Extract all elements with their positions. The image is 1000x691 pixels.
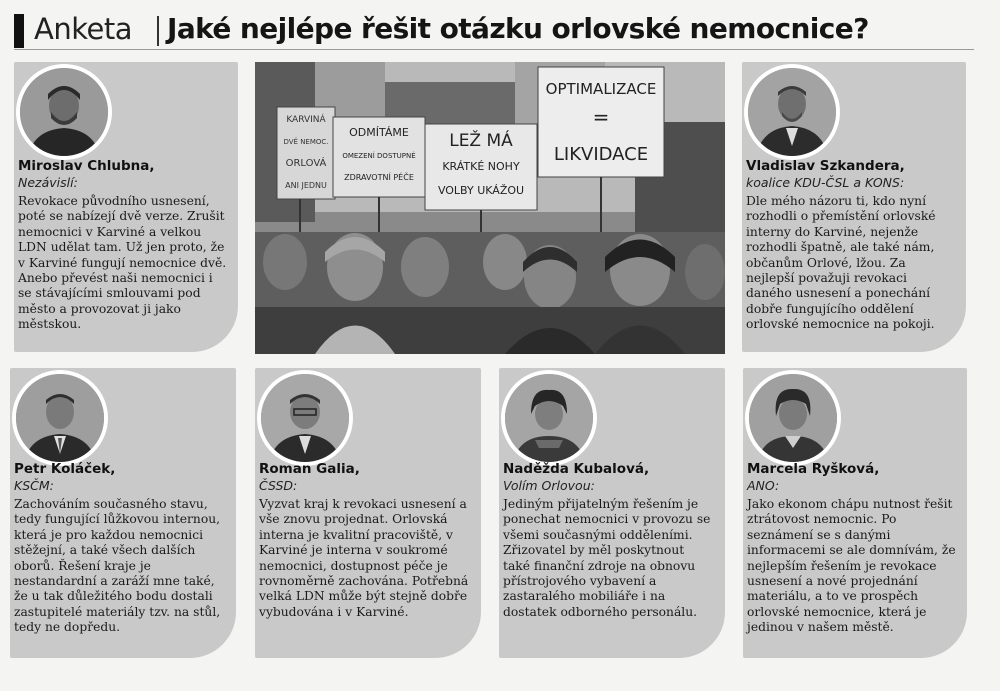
protest-photo [255, 62, 725, 354]
respondent-card-ryskova [743, 368, 967, 658]
portrait-photo [16, 64, 112, 160]
protest-sign-2 [333, 117, 425, 197]
respondent-card-kubalova [499, 368, 725, 658]
svg-text:ORLOVÁ: ORLOVÁ [285, 158, 327, 169]
header-bar [14, 14, 24, 48]
respondent-name: Naděžda Kubalová, [503, 461, 650, 477]
header-rule [14, 49, 974, 50]
svg-text:LEŽ MÁ: LEŽ MÁ [449, 131, 513, 151]
svg-text:ODMÍTÁME: ODMÍTÁME [349, 126, 409, 139]
section-kicker: Anketa [34, 12, 132, 46]
respondent-name: Miroslav Chlubna, [18, 158, 155, 174]
portrait-photo [501, 370, 597, 466]
svg-text:OPTIMALIZACE: OPTIMALIZACE [545, 80, 657, 98]
svg-text:=: = [592, 105, 610, 129]
respondent-answer: Jako ekonom chápu nutnost řešit ztrátovost nemocnic. Po seznámení se s danými informacemi se ale domnívám, že nejlepším řešením je revokace usnesení a nové projednání materiálu, a to ve prospěch orlovské nemocnice, která je jedinou v našem městě. [747, 497, 956, 635]
svg-text:VOLBY UKÁŽOU: VOLBY UKÁŽOU [437, 184, 525, 197]
svg-text:ANI JEDNU: ANI JEDNU [285, 181, 327, 190]
respondent-card-chlubna [14, 62, 238, 352]
respondent-name: Roman Galia, [259, 461, 360, 477]
respondent-answer: Vyzvat kraj k revokaci usnesení a vše znovu projednat. Orlovská interna je kvalitní pracoviště, v Karviné je interna v soukromé nemocnici, dostupnost péče je rovnoměrně zachována. Potřebná velká LDN může být stejně dobře vybudována i v Karviné. [259, 497, 469, 619]
respondent-name: Marcela Ryšková, [747, 461, 880, 477]
protest-sign-1 [277, 107, 335, 199]
respondent-answer: Zachováním současného stavu, tedy fungující lůžkovou internou, která je pro každou nemocnici stěžejní, a také všech dalších oborů. Řešení kraje je nestandardní a zaráží mne také, že u tak důležitého bodu dostali zastupitelé materiály tzv. na stůl, tedy ne dopředu. [14, 497, 221, 635]
respondent-name: Vladislav Szkandera, [746, 158, 905, 174]
protest-sign-3 [425, 124, 537, 210]
respondent-name: Petr Koláček, [14, 461, 116, 477]
respondent-party: ANO: [747, 478, 780, 493]
portrait-photo [744, 64, 840, 160]
respondent-party: KSČM: [14, 478, 54, 493]
svg-text:DVĚ NEMOC.: DVĚ NEMOC. [283, 138, 329, 146]
respondent-card-szkandera [742, 62, 966, 352]
respondent-party: Volím Orlovou: [503, 478, 595, 493]
protest-sign-4 [538, 67, 664, 177]
portrait-photo [745, 370, 841, 466]
page-header [14, 12, 974, 52]
respondent-card-kolacek [10, 368, 236, 658]
svg-text:OMEZENÍ DOSTUPNÉ: OMEZENÍ DOSTUPNÉ [342, 152, 416, 160]
svg-text:KARVINÁ: KARVINÁ [286, 115, 326, 125]
respondent-party: ČSSD: [259, 478, 298, 493]
respondent-party: koalice KDU-ČSL a KONS: [746, 175, 905, 190]
portrait-photo [12, 370, 108, 466]
respondent-answer: Revokace původního usnesení, poté se nabízejí dvě verze. Zrušit nemocnici v Karviné a velkou LDN udělat tam. Už jen proto, že v Karviné fungují nemocnice dvě. Anebo převést naši nemocnici i se stávajícími smlouvami pod město a provozovat ji jako městskou. [18, 194, 227, 332]
portrait-photo [257, 370, 353, 466]
svg-text:LIKVIDACE: LIKVIDACE [553, 144, 649, 165]
svg-text:KRÁTKÉ NOHY: KRÁTKÉ NOHY [442, 160, 520, 173]
svg-text:ZDRAVOTNÍ PÉČE: ZDRAVOTNÍ PÉČE [344, 173, 414, 182]
respondent-answer: Dle mého názoru ti, kdo nyní rozhodli o přemístění orlovské interny do Karviné, nejenže rozhodli špatně, ale také nám, občanům Orlové, lžou. Za nejlepší považuji revokaci daného usnesení a ponechání dobře fungujícího oddělení orlovské nemocnice na pokoji. [746, 194, 936, 332]
header-separator [157, 16, 159, 46]
respondent-card-galia [255, 368, 481, 658]
respondent-answer: Jediným přijatelným řešením je ponechat nemocnici v provozu se všemi současnými odděleními. Zřizovatel by měl poskytnout také finanční zdroje na obnovu přístrojového vybavení a zastaralého mobiliáře i na dostatek odborného personálu. [503, 497, 711, 619]
respondent-party: Nezávislí: [18, 175, 78, 190]
page-title: Jaké nejlépe řešit otázku orlovské nemocnice? [167, 12, 869, 45]
